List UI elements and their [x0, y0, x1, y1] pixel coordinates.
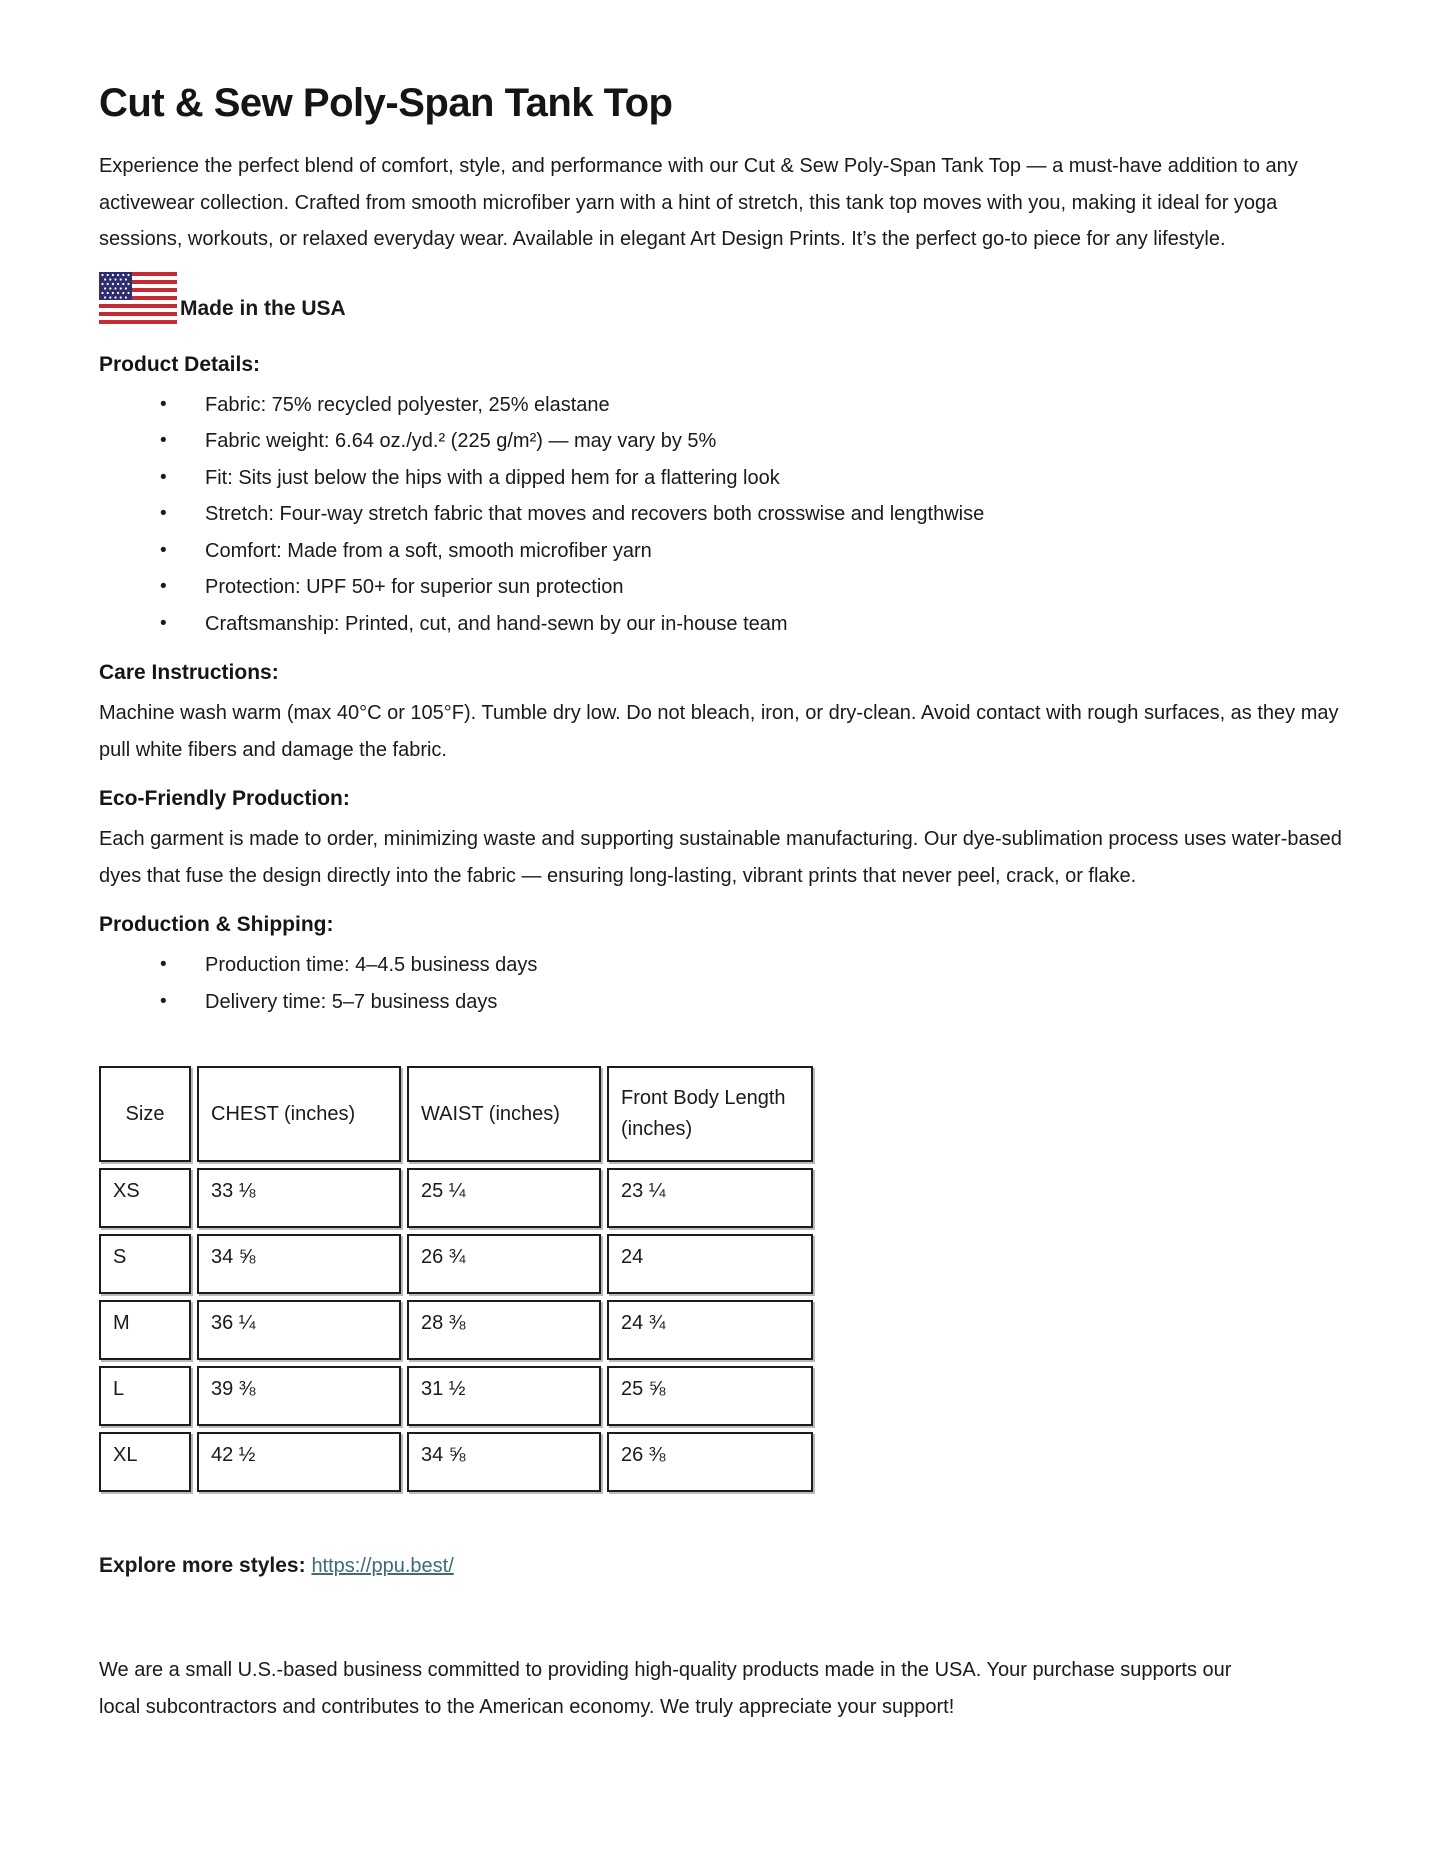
- table-cell-size: XL: [99, 1432, 191, 1492]
- table-row: [99, 1366, 813, 1426]
- table-cell-chest: 33 ⅛: [197, 1168, 401, 1228]
- product-details-list: [99, 387, 1345, 643]
- bullet-item: • Stretch: Four-way stretch fabric that moves and recovers both crosswise and lengthwise: [160, 496, 1345, 533]
- table-cell-size: L: [99, 1366, 191, 1426]
- explore-more-row: [99, 1554, 1345, 1578]
- bullet-item: • Craftsmanship: Printed, cut, and hand-sewn by our in-house team: [160, 606, 1345, 643]
- table-cell-front-body-length: 26 ⅜: [607, 1432, 813, 1492]
- table-cell-waist: 25 ¼: [407, 1168, 601, 1228]
- made-in-usa-label: Made in the USA: [180, 296, 346, 320]
- table-header-size: Size: [99, 1066, 191, 1162]
- section-heading-production-shipping: Production & Shipping:: [99, 913, 334, 936]
- table-cell-chest: 34 ⅝: [197, 1234, 401, 1294]
- care-paragraph: Machine wash warm (max 40°C or 105°F). Tumble dry low. Do not bleach, iron, or dry-clean. Avoid contact with rough surfaces, as they may pull white fibers and damage the fabric.: [99, 702, 1339, 761]
- bullet-item: • Production time: 4–4.5 business days: [160, 947, 1345, 984]
- explore-more-label: Explore more styles:: [99, 1554, 306, 1577]
- table-cell-size: M: [99, 1300, 191, 1360]
- explore-more-link[interactable]: https://ppu.best/: [311, 1555, 454, 1577]
- table-cell-size: XS: [99, 1168, 191, 1228]
- table-cell-chest: 36 ¼: [197, 1300, 401, 1360]
- table-cell-front-body-length: 23 ¼: [607, 1168, 813, 1228]
- section-heading-product-details: Product Details:: [99, 352, 261, 376]
- size-chart-table: [93, 1060, 819, 1498]
- table-cell-waist: 34 ⅝: [407, 1432, 601, 1492]
- bullet-item: • Protection: UPF 50+ for superior sun protection: [160, 569, 1345, 606]
- section-heading-eco-friendly: Eco-Friendly Production:: [99, 787, 350, 810]
- table-cell-waist: 28 ⅜: [407, 1300, 601, 1360]
- page-title: Cut & Sew Poly-Span Tank Top: [99, 81, 673, 125]
- eco-paragraph: Each garment is made to order, minimizing waste and supporting sustainable manufacturing. Our dye-sublimation process uses water-based dyes that fuse the design directly into the fabric — ensuring long-lasting, vibrant prints that never peel, crack, or flake.: [99, 828, 1342, 887]
- us-flag-icon: [99, 272, 177, 324]
- table-header-chest: CHEST (inches): [197, 1066, 401, 1162]
- table-cell-front-body-length: 25 ⅝: [607, 1366, 813, 1426]
- section-heading-care-instructions: Care Instructions:: [99, 661, 279, 684]
- made-in-usa-row: [99, 272, 1345, 324]
- table-row: [99, 1234, 813, 1294]
- bullet-item: • Fit: Sits just below the hips with a dipped hem for a flattering look: [160, 460, 1345, 497]
- table-header-row: [99, 1066, 813, 1162]
- table-row: [99, 1300, 813, 1360]
- bullet-item: • Fabric: 75% recycled polyester, 25% elastane: [160, 387, 1345, 424]
- table-cell-size: S: [99, 1234, 191, 1294]
- shipping-list: [99, 947, 1345, 1020]
- table-cell-front-body-length: 24: [607, 1234, 813, 1294]
- table-cell-chest: 42 ½: [197, 1432, 401, 1492]
- footer-paragraph: We are a small U.S.-based business committed to providing high-quality products made in the USA. Your purchase supports our local subcontractors and contributes to the American economy. We truly appreciate your support!: [99, 1659, 1232, 1718]
- bullet-item: • Delivery time: 5–7 business days: [160, 984, 1345, 1021]
- table-header-waist: WAIST (inches): [407, 1066, 601, 1162]
- table-row: [99, 1168, 813, 1228]
- table-cell-front-body-length: 24 ¾: [607, 1300, 813, 1360]
- table-header-front-body-length: Front Body Length (inches): [607, 1066, 813, 1162]
- table-row: [99, 1432, 813, 1492]
- table-cell-chest: 39 ⅜: [197, 1366, 401, 1426]
- table-cell-waist: 26 ¾: [407, 1234, 601, 1294]
- bullet-item: • Comfort: Made from a soft, smooth microfiber yarn: [160, 533, 1345, 570]
- bullet-item: • Fabric weight: 6.64 oz./yd.² (225 g/m²) — may vary by 5%: [160, 423, 1345, 460]
- table-cell-waist: 31 ½: [407, 1366, 601, 1426]
- intro-paragraph: Experience the perfect blend of comfort, style, and performance with our Cut & Sew Poly-Span Tank Top — a must-have addition to any activewear collection. Crafted from smooth microfiber yarn with a hint of stretch, this tank top moves with you, making it ideal for yoga sessions, workouts, or relaxed everyday wear. Available in elegant Art Design Prints. It’s the perfect go-to piece for any lifestyle.: [99, 155, 1298, 250]
